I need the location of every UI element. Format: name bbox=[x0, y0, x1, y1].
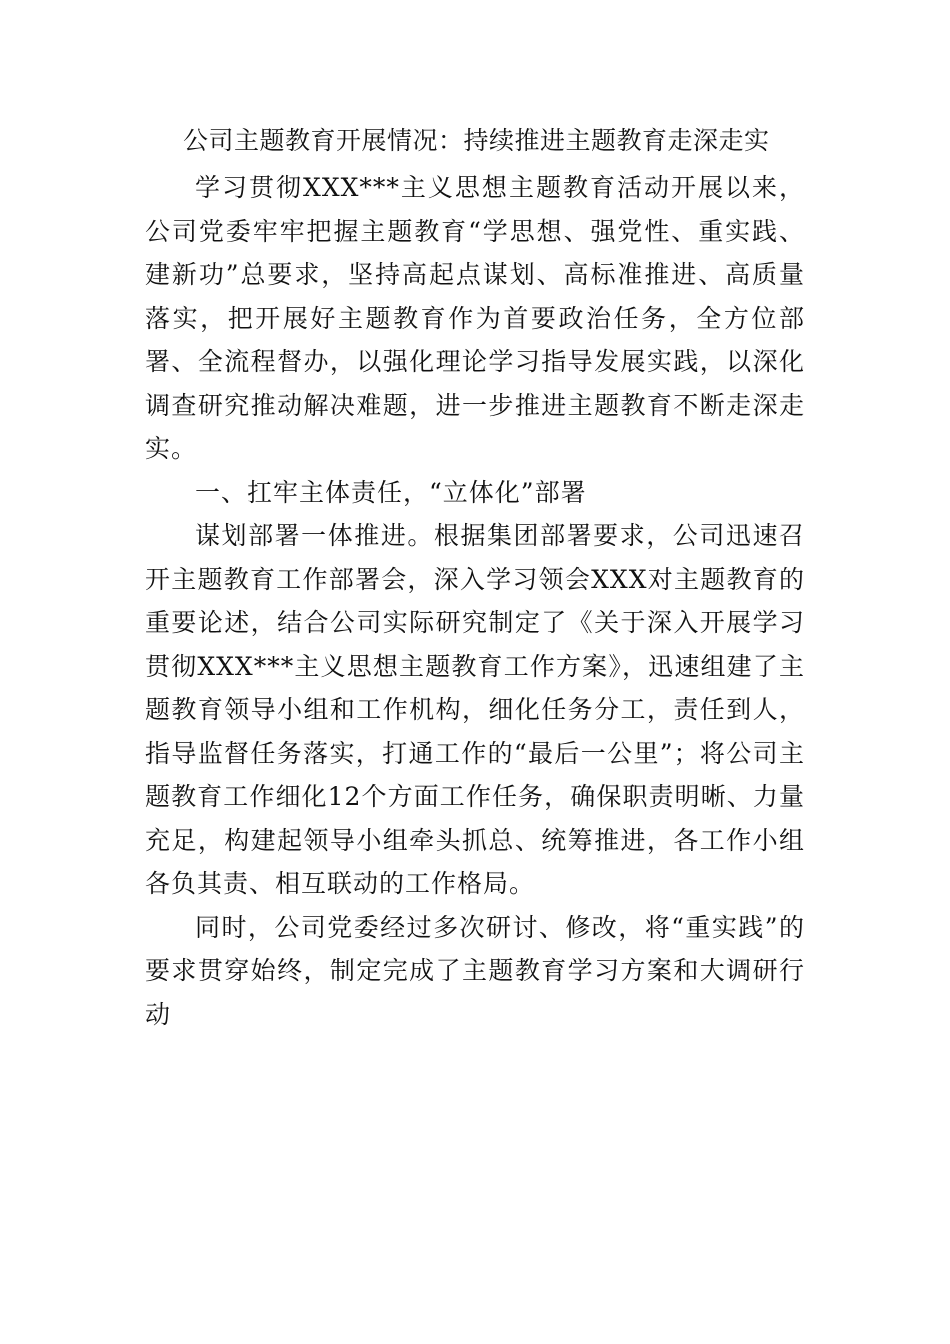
paragraph-intro: 学习贯彻XXX***主义思想主题教育活动开展以来，公司党委牢牢把握主题教育“学思想、强党性、重实践、建新功”总要求，坚持高起点谋划、高标准推进、高质量落实，把开展好主题教育作为首要政治任务，全方位部署、全流程督办，以强化理论学习指导发展实践，以深化调查研究推动解决难题，进一步推进主题教育不断走深走实。 bbox=[145, 173, 805, 463]
paragraph-planning: 谋划部署一体推进。根据集团部署要求，公司迅速召开主题教育工作部署会，深入学习领会XXX对主题教育的重要论述，结合公司实际研究制定了《关于深入开展学习贯彻XXX***主义思想主题教育工作方案》，迅速组建了主题教育领导小组和工作机构，细化任务分工，责任到人，指导监督任务落实，打通工作的“最后一公里”；将公司主题教育工作细化12个方面工作任务，确保职责明晰、力量充足，构建起领导小组牵头抓总、统筹推进，各工作小组各负其责、相互联动的工作格局。 bbox=[145, 521, 805, 898]
section-heading: 一、扛牢主体责任，“立体化”部署 bbox=[195, 477, 587, 507]
document-title: 公司主题教育开展情况：持续推进主题教育走深走实 bbox=[183, 126, 770, 155]
paragraph-meanwhile: 同时，公司党委经过多次研讨、修改，将“重实践”的要求贯穿始终，制定完成了主题教育学习方案和大调研行动 bbox=[145, 912, 805, 1029]
document-body bbox=[145, 120, 805, 1036]
